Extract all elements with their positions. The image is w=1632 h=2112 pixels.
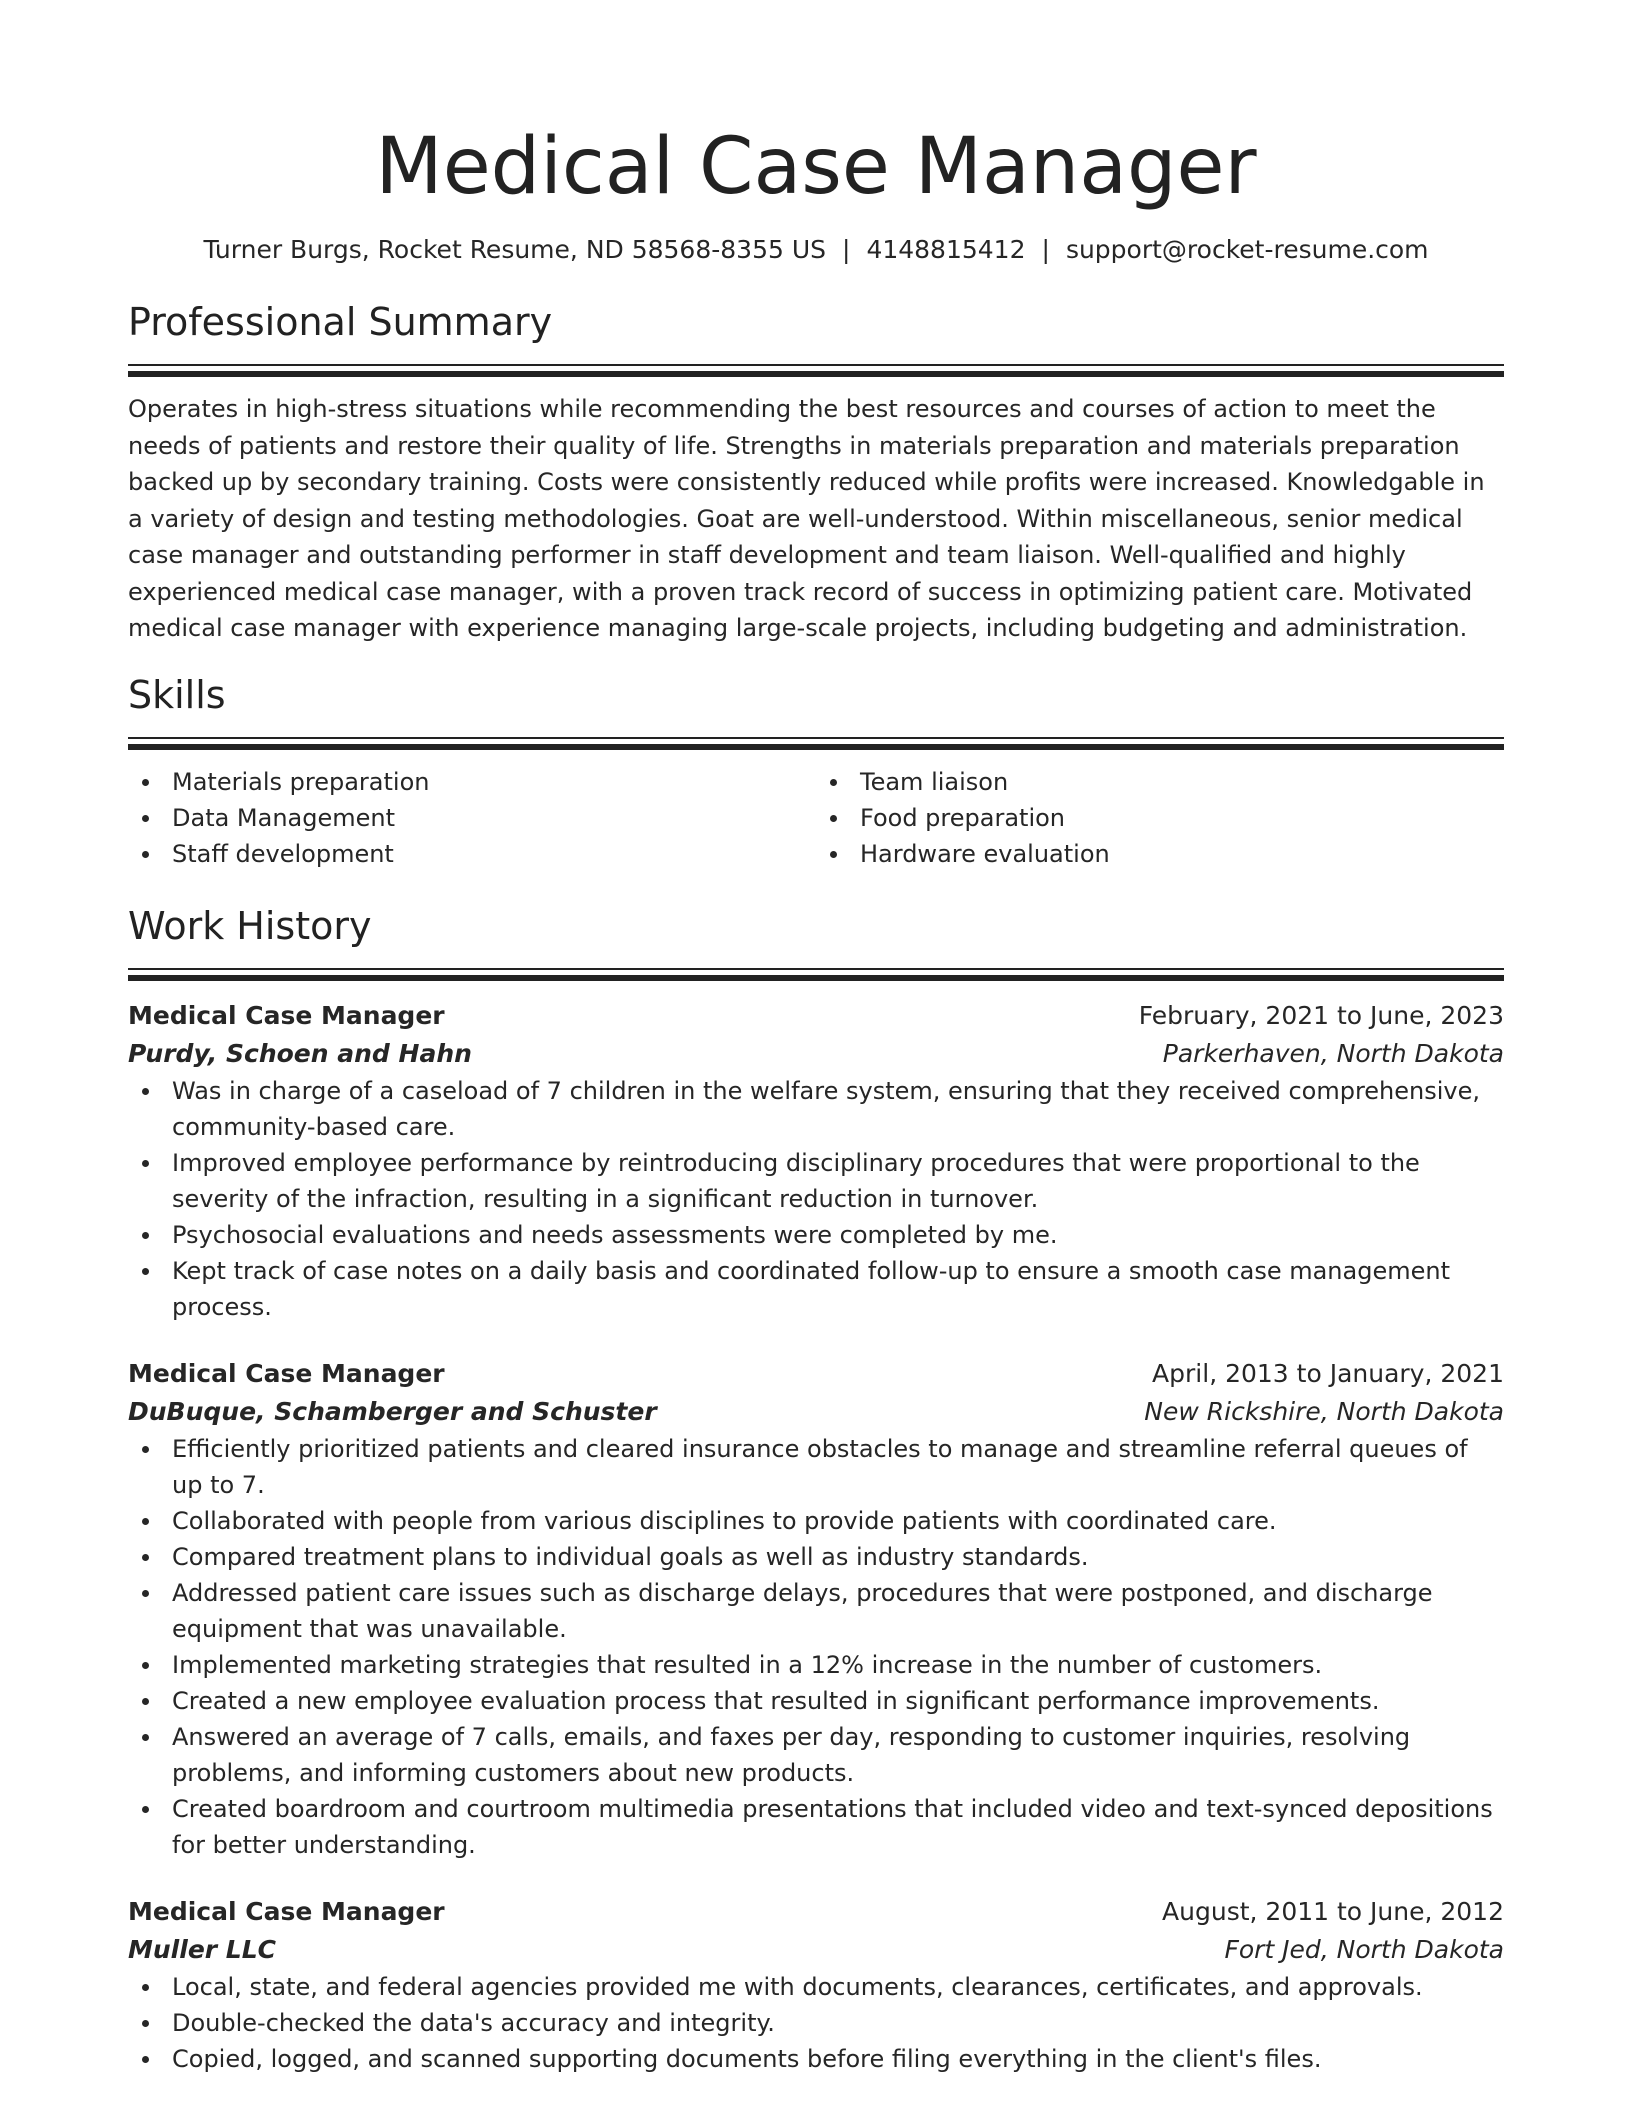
job-entry [128, 997, 1504, 1325]
skill-item: Hardware evaluation [816, 836, 1504, 872]
job-bullet: Local, state, and federal agencies provided me with documents, clearances, certificates, and approvals. [128, 1969, 1504, 2005]
contact-phone: 4148815412 [866, 235, 1026, 264]
work-history-section [128, 902, 1504, 2077]
section-divider [128, 968, 1504, 970]
contact-address: Turner Burgs, Rocket Resume, ND 58568-8355 US [203, 235, 826, 264]
section-divider [128, 737, 1504, 739]
job-bullet: Created boardroom and courtroom multimedia presentations that included video and text-synced depositions for better understanding. [128, 1791, 1504, 1863]
section-divider [128, 364, 1504, 366]
job-dates: April, 2013 to January, 2021 [1152, 1358, 1504, 1388]
job-bullet: Collaborated with people from various disciplines to provide patients with coordinated care. [128, 1503, 1504, 1539]
job-bullet: Created a new employee evaluation process that resulted in significant performance improvements. [128, 1683, 1504, 1719]
job-bullet-list [128, 1431, 1504, 1863]
skill-item: Materials preparation [128, 764, 816, 800]
skill-item: Food preparation [816, 800, 1504, 836]
job-company: DuBuque, Schamberger and Schuster [128, 1396, 657, 1426]
job-company: Muller LLC [128, 1934, 277, 1964]
job-bullet-list [128, 1969, 1504, 2077]
contact-email: support@rocket-resume.com [1065, 235, 1429, 264]
job-title: Medical Case Manager [128, 1896, 445, 1926]
job-title: Medical Case Manager [128, 1000, 445, 1030]
job-bullet: Improved employee performance by reintroducing disciplinary procedures that were proportional to the severity of the infraction, resulting in a significant reduction in turnover. [128, 1145, 1504, 1217]
skills-column-right [816, 764, 1504, 872]
contact-separator: | [1041, 235, 1050, 264]
summary-text: Operates in high-stress situations while recommending the best resources and courses of action to meet the needs of patients and restore their quality of life. Strengths in materials preparation and materials preparation backed up by secondary training. Costs were consistently reduced while profits were increased. Knowledgable in a variety of design and testing methodologies. Goat are well-understood. Within miscellaneous, senior medical case manager and outstanding performer in staff development and team liaison. Well-qualified and highly experienced medical case manager, with a proven track record of success in optimizing patient care. Motivated medical case manager with experience managing large-scale projects, including budgeting and administration. [128, 395, 1485, 642]
job-dates: February, 2021 to June, 2023 [1138, 1000, 1504, 1030]
job-bullet: Kept track of case notes on a daily basis and coordinated follow-up to ensure a smooth case management process. [128, 1253, 1504, 1325]
job-company: Purdy, Schoen and Hahn [128, 1038, 472, 1068]
job-bullet: Answered an average of 7 calls, emails, and faxes per day, responding to customer inquiries, resolving problems, and informing customers about new products. [128, 1719, 1504, 1791]
summary-section [128, 298, 1504, 647]
contact-line [128, 232, 1504, 268]
section-divider-thick [128, 975, 1504, 981]
resume-title: Medical Case Manager [375, 122, 1257, 212]
job-bullet: Copied, logged, and scanned supporting documents before filing everything in the client's files. [128, 2041, 1504, 2077]
section-divider-thick [128, 371, 1504, 377]
job-bullet: Psychosocial evaluations and needs assessments were completed by me. [128, 1217, 1504, 1253]
job-title: Medical Case Manager [128, 1358, 445, 1388]
job-entry [128, 1893, 1504, 2077]
job-bullet: Efficiently prioritized patients and cleared insurance obstacles to manage and streamline referral queues of up to 7. [128, 1431, 1504, 1503]
skill-item: Data Management [128, 800, 816, 836]
job-bullet: Double-checked the data's accuracy and integrity. [128, 2005, 1504, 2041]
skills-list [128, 764, 1504, 872]
job-location: New Rickshire, North Dakota [1144, 1396, 1504, 1426]
skills-column-left [128, 764, 816, 872]
skills-section [128, 671, 1504, 872]
section-heading-work-history: Work History [128, 903, 372, 948]
job-bullet: Compared treatment plans to individual goals as well as industry standards. [128, 1539, 1504, 1575]
job-location: Parkerhaven, North Dakota [1162, 1038, 1504, 1068]
job-location: Fort Jed, North Dakota [1224, 1934, 1504, 1964]
job-bullet: Implemented marketing strategies that resulted in a 12% increase in the number of customers. [128, 1647, 1504, 1683]
job-entry [128, 1355, 1504, 1863]
job-bullet: Addressed patient care issues such as discharge delays, procedures that were postponed, and discharge equipment that was unavailable. [128, 1575, 1504, 1647]
section-heading-skills: Skills [128, 672, 226, 717]
job-bullet: Was in charge of a caseload of 7 children in the welfare system, ensuring that they received comprehensive, community-based care. [128, 1073, 1504, 1145]
section-divider-thick [128, 744, 1504, 750]
job-dates: August, 2011 to June, 2012 [1162, 1896, 1504, 1926]
contact-separator: | [842, 235, 851, 264]
skill-item: Staff development [128, 836, 816, 872]
skill-item: Team liaison [816, 764, 1504, 800]
job-bullet-list [128, 1073, 1504, 1325]
section-heading-summary: Professional Summary [128, 300, 553, 344]
